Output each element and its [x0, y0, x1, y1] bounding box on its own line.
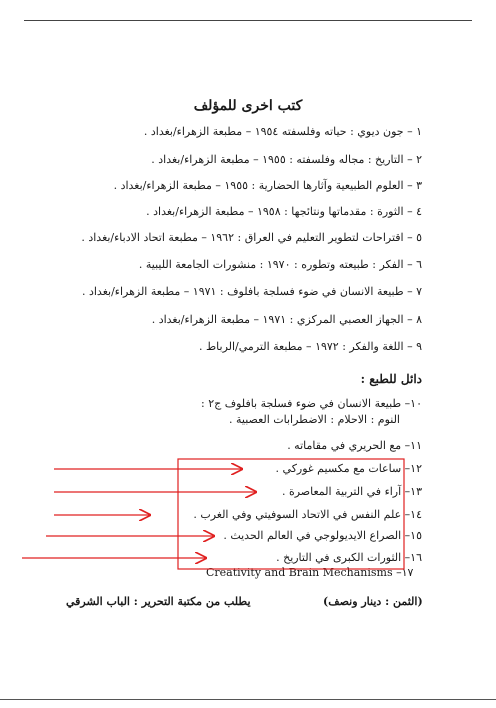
book-item-8: ٨ – الجهاز العصبي المركزي : ١٩٧١ – مطبعة الزهراء/بغداد . [151, 313, 422, 326]
order-info: يطلب من مكتبة التحرير : الباب الشرقي [66, 595, 251, 608]
forthcoming-heading: دائل للطبع : [360, 372, 422, 386]
book-item-9: ٩ – اللغة والفكر : ١٩٧٢ – مطبعة الترمي/الرباط . [199, 340, 422, 353]
page-title: كتب اخرى للمؤلف [193, 98, 303, 114]
book-item-7: ٧ – طبيعة الانسان في ضوء فسلجة بافلوف : ١٩٧١ – مطبعة الزهراء/بغداد . [81, 285, 422, 298]
marked-item-16: ١٦– الثورات الكبرى في التاريخ . [276, 551, 422, 564]
forthcoming-item-10-sub: النوم : الاحلام : الاضطرابات العصبية . [229, 413, 400, 426]
highlight-box [178, 459, 404, 569]
book-item-2: ٢ – التاريخ : مجاله وفلسفته : ١٩٥٥ – مطبعة الزهراء/بغداد . [151, 153, 422, 166]
marked-item-12: ١٢– ساعات مع مكسيم غوركي . [275, 462, 422, 475]
book-item-5: ٥ – اقتراحات لتطوير التعليم في العراق : ١٩٦٢ – مطبعة اتحاد الادباء/بغداد . [81, 231, 422, 244]
marked-item-14: ١٤– علم النفس في الاتحاد السوفيتي وفي الغرب . [193, 508, 422, 521]
book-item-3: ٣ – العلوم الطبيعية وآثارها الحضارية : ١٩٥٥ – مطبعة الزهراء/بغداد . [113, 179, 422, 192]
book-item-4: ٤ – الثورة : مقدماتها ونتائجها : ١٩٥٨ – مطبعة الزهراء/بغداد . [146, 205, 422, 218]
price-label: (الثمن : دينار ونصف) [323, 595, 423, 608]
forthcoming-item-10: ١٠– طبيعة الانسان في ضوء فسلجة بافلوف ج٢ : [201, 397, 422, 410]
bottom-rule [0, 699, 496, 700]
marked-item-13: ١٣– آراء في التربية المعاصرة . [281, 485, 422, 498]
forthcoming-item-11: ١١– مع الحريري في مقاماته . [287, 439, 422, 452]
book-item-1: ١ – جون ديوي : حياته وفلسفته ١٩٥٤ – مطبعة الزهراء/بغداد . [143, 125, 422, 138]
marked-item-15: ١٥– الصراع الايديولوجي في العالم الحديث . [223, 529, 422, 542]
book-item-6: ٦ – الفكر : طبيعته وتطوره : ١٩٧٠ : منشورات الجامعة الليبية . [138, 258, 422, 271]
forthcoming-item-17: Creativity and Brain Mechanisms –١٧ [206, 566, 414, 579]
